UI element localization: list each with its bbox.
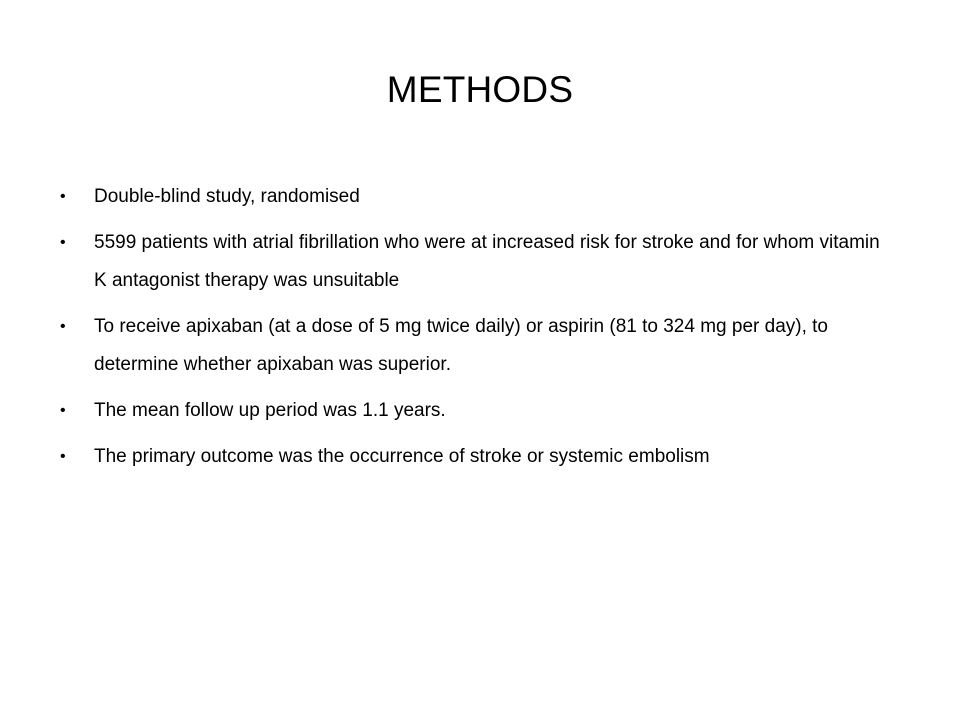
slide-title: METHODS bbox=[386, 69, 574, 110]
bullet-item bbox=[60, 178, 880, 216]
bullet-dot-icon: • bbox=[60, 318, 66, 335]
bullet-dot-icon: • bbox=[60, 188, 66, 205]
bullet-item bbox=[60, 392, 880, 430]
bullet-list bbox=[60, 178, 880, 484]
bullet-text: Double-blind study, randomised bbox=[94, 186, 360, 207]
bullet-text: The primary outcome was the occurrence of stroke or systemic embolism bbox=[94, 446, 710, 467]
bullet-dot-icon: • bbox=[60, 234, 66, 251]
bullet-text: The mean follow up period was 1.1 years. bbox=[94, 400, 446, 421]
bullet-dot-icon: • bbox=[60, 448, 66, 465]
bullet-text: 5599 patients with atrial fibrillation who were at increased risk for stroke and for whom vitamin K antagonist therapy was unsuitable bbox=[94, 232, 880, 291]
bullet-dot-icon: • bbox=[60, 402, 66, 419]
bullet-item bbox=[60, 308, 880, 384]
bullet-text: To receive apixaban (at a dose of 5 mg twice daily) or aspirin (81 to 324 mg per day), to determine whether apixaban was superior. bbox=[94, 316, 828, 375]
bullet-item bbox=[60, 438, 880, 476]
bullet-item bbox=[60, 224, 880, 300]
